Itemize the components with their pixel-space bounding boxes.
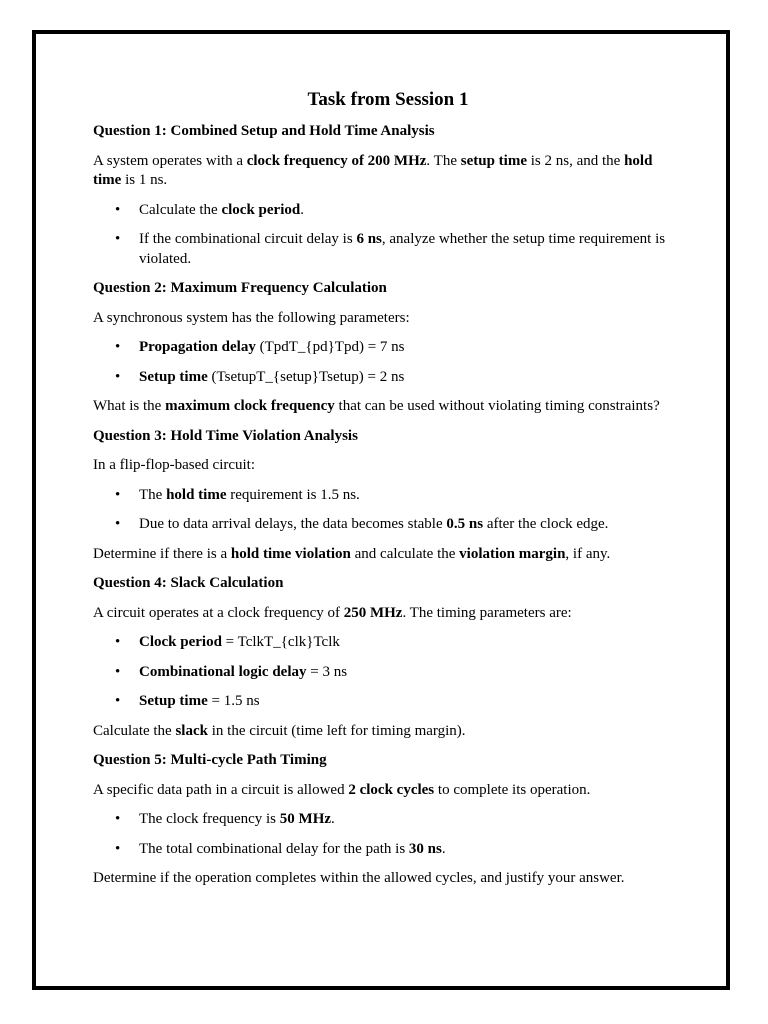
question-2-list (93, 338, 683, 387)
question-5-list (93, 810, 683, 859)
list-item: • Clock period = TclkT_{clk}Tclk (93, 633, 683, 653)
question-1-text: A system operates with a clock frequency of 200 MHz. The setup time is 2 ns, and the hold time is 1 ns. (93, 152, 653, 188)
list-item: • Propagation delay (TpdT_{pd}Tpd) = 7 ns (93, 338, 683, 358)
document-content (93, 88, 683, 899)
question-2-prompt: What is the maximum clock frequency that can be used without violating timing constraints? (93, 398, 660, 414)
question-5-prompt: Determine if the operation completes within the allowed cycles, and justify your answer. (93, 870, 625, 886)
list-item: • Combinational logic delay = 3 ns (93, 663, 683, 683)
question-5-text: A specific data path in a circuit is allowed 2 clock cycles to complete its operation. (93, 781, 591, 798)
list-item: • The total combinational delay for the path is 30 ns. (93, 840, 683, 860)
question-3-heading: Question 3: Hold Time Violation Analysis (93, 427, 358, 444)
list-item: • The clock frequency is 50 MHz. (93, 810, 683, 830)
list-item: • Setup time = 1.5 ns (93, 692, 683, 712)
question-3-prompt: Determine if there is a hold time violation and calculate the violation margin, if any. (93, 545, 611, 562)
question-4-list (93, 633, 683, 712)
list-item: • The hold time requirement is 1.5 ns. (93, 486, 683, 506)
question-5-heading: Question 5: Multi-cycle Path Timing (93, 752, 327, 768)
list-item: • Due to data arrival delays, the data becomes stable 0.5 ns after the clock edge. (93, 515, 683, 535)
question-2-heading: Question 2: Maximum Frequency Calculation (93, 280, 387, 296)
question-3-text: In a flip-flop-based circuit: (93, 457, 256, 473)
question-3-list (93, 486, 683, 535)
question-1-list (93, 201, 683, 270)
document-title: Task from Session 1 (307, 89, 469, 110)
list-item: • If the combinational circuit delay is 6 ns, analyze whether the setup time requirement is violated. (93, 230, 683, 269)
question-2-text: A synchronous system has the following parameters: (93, 309, 410, 326)
question-4-prompt: Calculate the slack in the circuit (time left for timing margin). (93, 722, 466, 739)
question-4-text: A circuit operates at a clock frequency of 250 MHz. The timing parameters are: (93, 604, 572, 621)
list-item: • Setup time (TsetupT_{setup}Tsetup) = 2 ns (93, 368, 683, 388)
question-1-heading: Question 1: Combined Setup and Hold Time Analysis (93, 123, 435, 139)
list-item: • Calculate the clock period. (93, 201, 683, 221)
question-4-heading: Question 4: Slack Calculation (93, 575, 284, 591)
